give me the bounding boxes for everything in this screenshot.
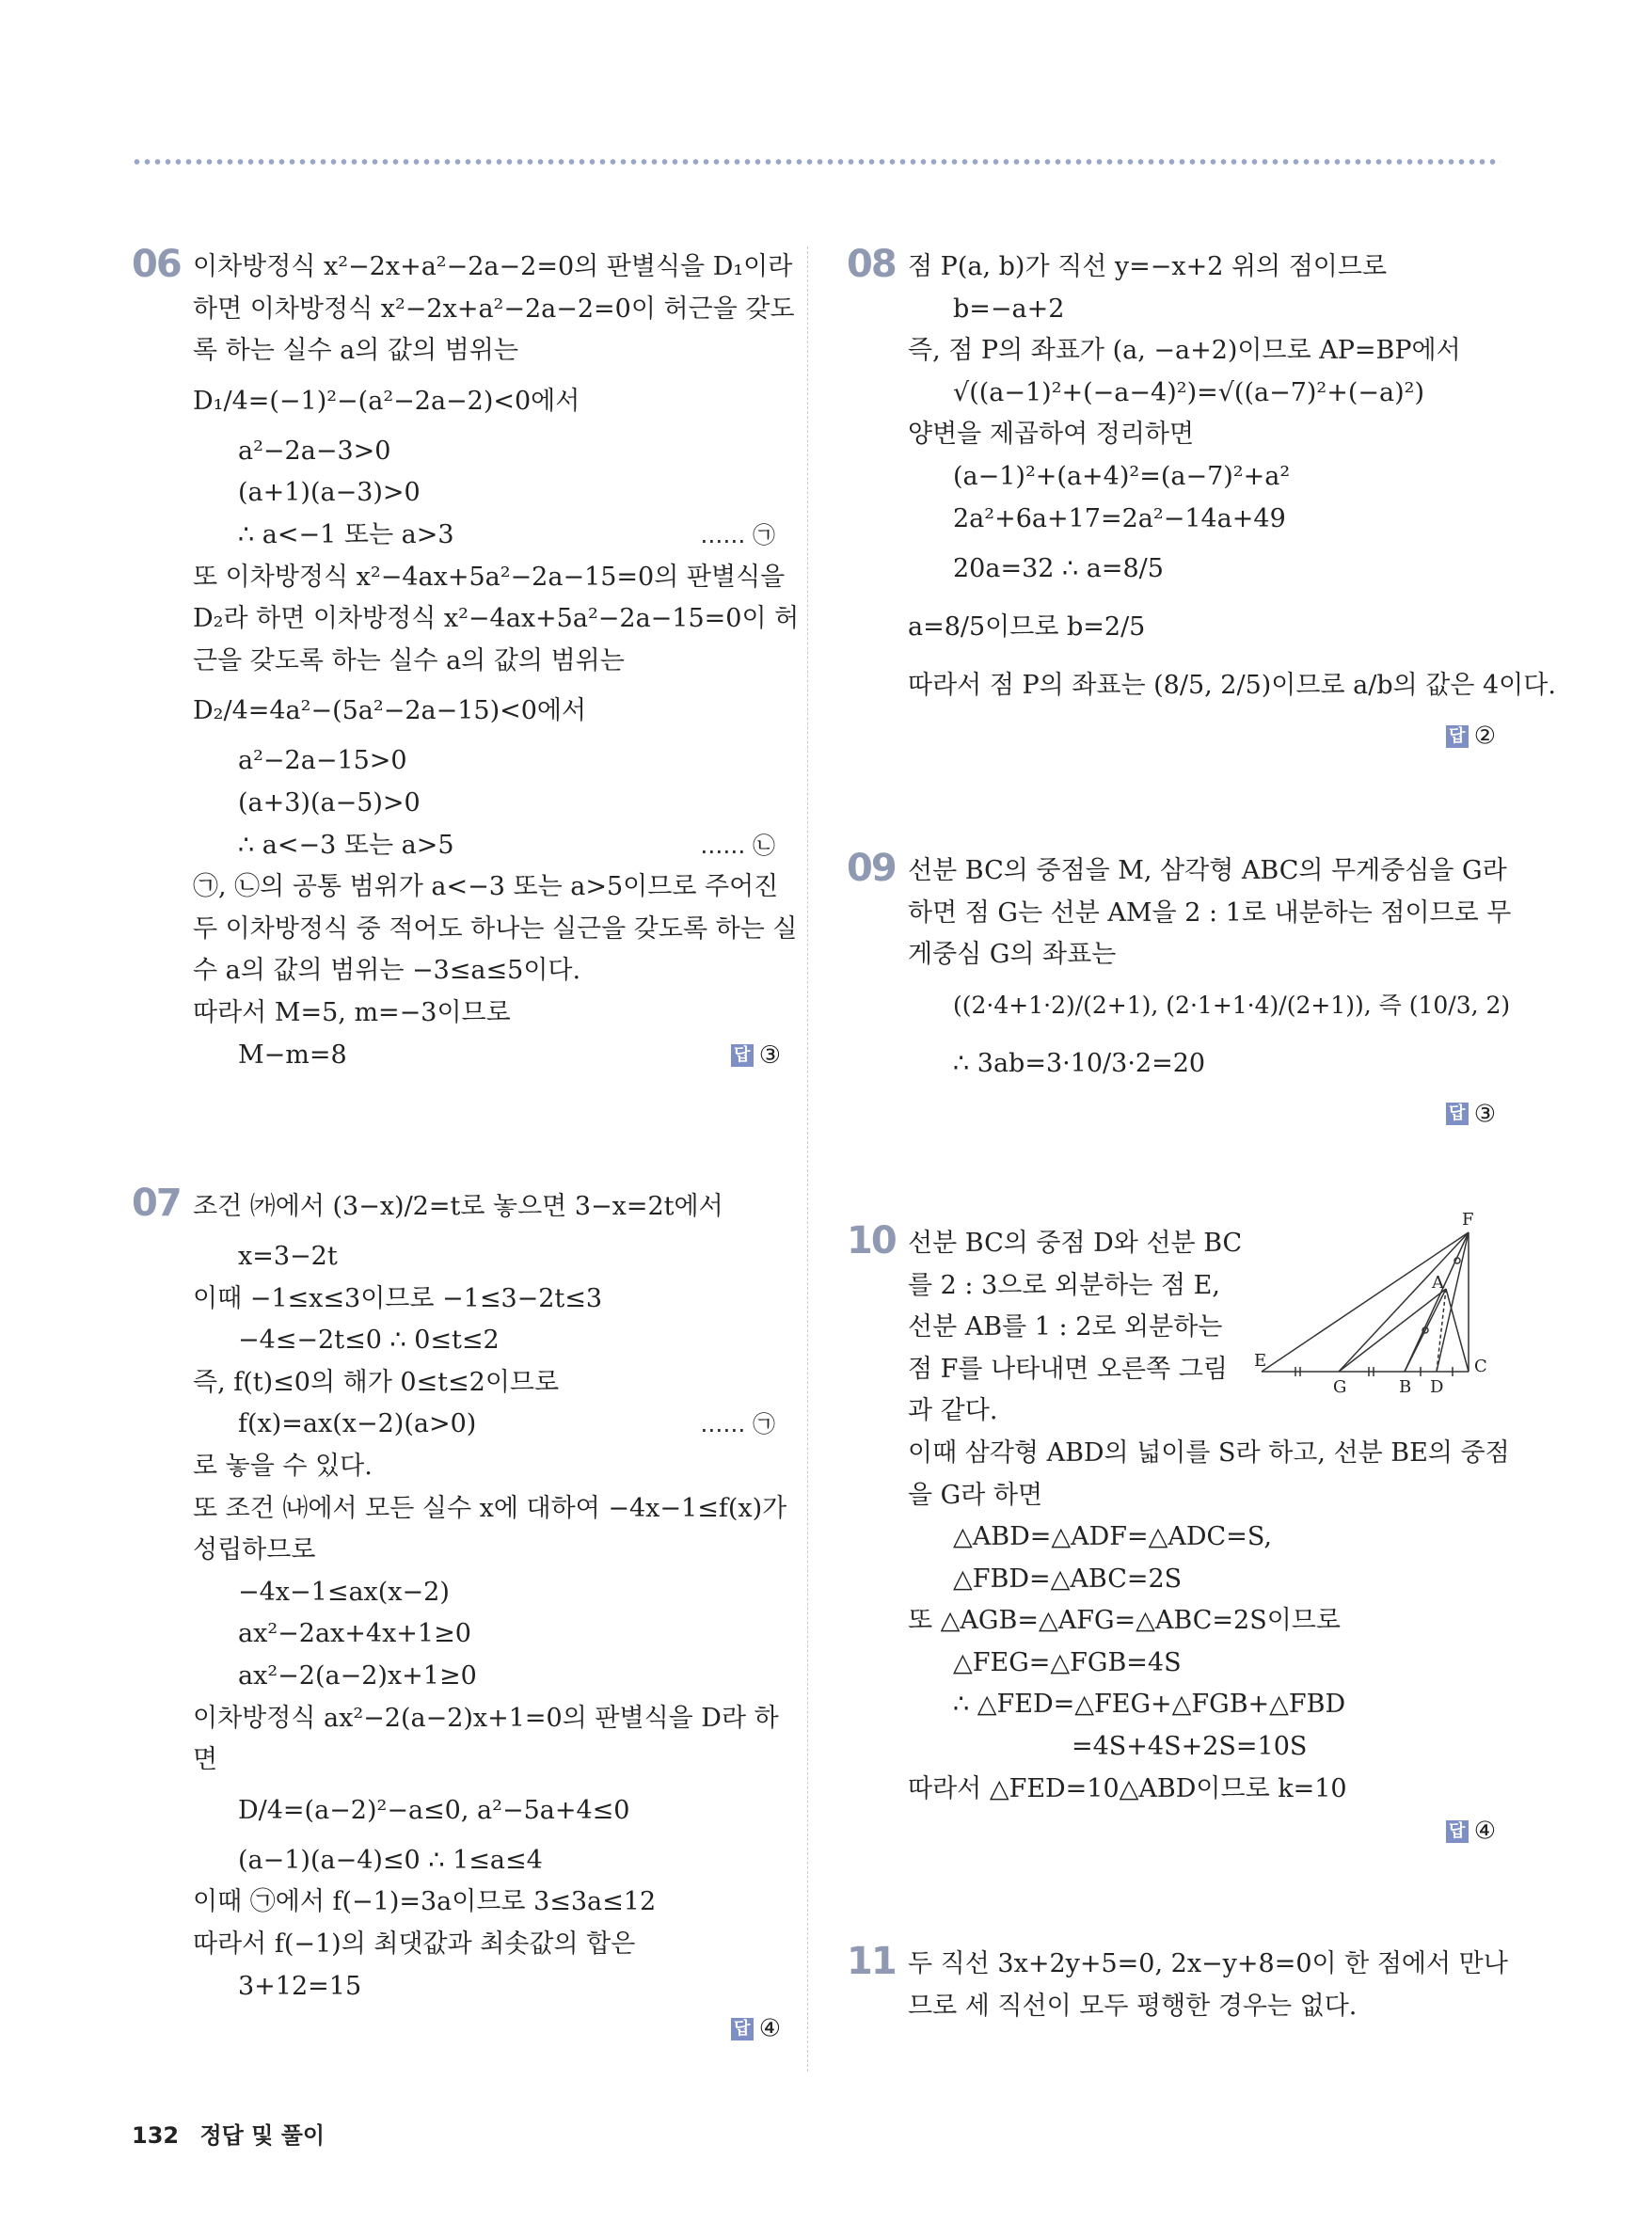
text-line: △ABD=△ADF=△ADC=S, xyxy=(953,1522,1272,1552)
top-dotted-rule xyxy=(132,158,1501,166)
column-divider xyxy=(807,246,808,2072)
text-line: 따라서 f(−1)의 최댓값과 최솟값의 합은 xyxy=(193,1929,636,1959)
answer-marker xyxy=(908,715,1496,756)
text-line: 과 같다. xyxy=(908,1396,998,1426)
line-ac xyxy=(1446,1289,1469,1372)
problem-number: 09 xyxy=(847,847,896,891)
page-number: 132 xyxy=(132,2122,180,2149)
answer-value: ④ xyxy=(758,2014,781,2043)
text-line: (a+1)(a−3)>0 xyxy=(238,478,421,508)
problem-number: 11 xyxy=(847,1940,896,1984)
text-line: 면 xyxy=(193,1745,218,1775)
text-line: 3+12=15 xyxy=(238,1971,362,2001)
text-line: ax²−2ax+4x+1≥0 xyxy=(238,1619,471,1649)
label-d: D xyxy=(1430,1376,1444,1397)
text-line: D₂라 하면 이차방정식 x²−4ax+5a²−2a−15=0이 허 xyxy=(193,604,800,634)
text-line: D₁/4=(−1)²−(a²−2a−2)<0에서 xyxy=(193,386,580,416)
text-line: 즉, f(t)≤0의 해가 0≤t≤2이므로 xyxy=(193,1367,560,1397)
equation-tag: …… ㉡ xyxy=(700,832,775,859)
text-line: 하면 점 G는 선분 AM을 2 : 1로 내분하는 점이므로 무 xyxy=(908,897,1512,928)
result-text: ∴ a<−1 또는 a>3 xyxy=(238,519,454,549)
text-line: 므로 세 직선이 모두 평행한 경우는 없다. xyxy=(908,1991,1358,2021)
answer-marker xyxy=(908,1810,1496,1851)
text-line: 이때 삼각형 ABD의 넓이를 S라 하고, 선분 BE의 중점 xyxy=(908,1437,1510,1468)
text-line: 로 놓을 수 있다. xyxy=(193,1452,373,1482)
problem-10 xyxy=(847,1209,1510,1851)
section-title: 정답 및 풀이 xyxy=(199,2122,326,2149)
problem-number: 07 xyxy=(132,1182,181,1226)
text-line: 선분 BC의 중점 D와 선분 BC xyxy=(908,1228,1243,1258)
text-line: △FEG=△FGB=4S xyxy=(953,1647,1182,1677)
text-line: 두 직선 3x+2y+5=0, 2x−y+8=0이 한 점에서 만나 xyxy=(908,1949,1508,1979)
label-e: E xyxy=(1254,1350,1267,1371)
problem-number: 10 xyxy=(847,1218,896,1262)
text-line: 즉, 점 P의 좌표가 (a, −a+2)이므로 AP=BP에서 xyxy=(908,336,1461,366)
left-column xyxy=(132,243,800,2049)
problem-09 xyxy=(847,847,1512,1135)
problem-number: 06 xyxy=(132,243,181,286)
text-line: (a−1)²+(a+4)²=(a−7)²+a² xyxy=(953,461,1291,491)
text-line: a=8/5이므로 b=2/5 xyxy=(908,612,1146,643)
text-line: 을 G라 하면 xyxy=(908,1480,1043,1510)
text-line: 또 △AGB=△AFG=△ABC=2S이므로 xyxy=(908,1606,1341,1636)
text-line: 근을 갖도록 하는 실수 a의 값의 범위는 xyxy=(193,645,625,675)
answer-marker xyxy=(731,1035,781,1077)
answer-value: ④ xyxy=(1473,1817,1496,1846)
text-line: 점 F를 나타내면 오른쪽 그림 xyxy=(908,1354,1228,1384)
text-line: 또 이차방정식 x²−4ax+5a²−2a−15=0의 판별식을 xyxy=(193,562,786,592)
text-line: (a+3)(a−5)>0 xyxy=(238,787,421,818)
text-line: x=3−2t xyxy=(238,1242,338,1272)
text-line: −4x−1≤ax(x−2) xyxy=(238,1577,450,1607)
text-line: 두 이차방정식 중 적어도 하나는 실근을 갖도록 하는 실 xyxy=(193,913,798,944)
answer-marker xyxy=(193,2008,781,2049)
text-line: 2a²+6a+17=2a²−14a+49 xyxy=(953,503,1286,533)
text-line: 조건 ㈎에서 (3−x)/2=t로 놓으면 3−x=2t에서 xyxy=(193,1192,723,1222)
text-line: =4S+4S+2S=10S xyxy=(1072,1732,1308,1762)
answer-marker xyxy=(908,1093,1496,1135)
text-line: 따라서 점 P의 좌표는 (8/5, 2/5)이므로 a/b의 값은 4이다. xyxy=(908,671,1556,701)
equation-tag: …… ㉠ xyxy=(700,1411,775,1438)
text-line: ㉠, ㉡의 공통 범위가 a<−3 또는 a>5이므로 주어진 xyxy=(193,872,779,902)
line-ga xyxy=(1339,1289,1446,1372)
text-line: 수 a의 값의 범위는 −3≤a≤5이다. xyxy=(193,956,581,986)
text-line xyxy=(193,1404,781,1446)
triangle-figure xyxy=(1254,1210,1496,1398)
equation-tag: …… ㉠ xyxy=(700,521,775,548)
text-line: 이때 −1≤x≤3이므로 −1≤3−2t≤3 xyxy=(193,1283,603,1313)
result-text: f(x)=ax(x−2)(a>0) xyxy=(238,1409,477,1439)
text-line xyxy=(193,515,781,557)
text-line: 이차방정식 ax²−2(a−2)x+1=0의 판별식을 D라 하 xyxy=(193,1703,779,1733)
text-line: 선분 BC의 중점을 M, 삼각형 ABC의 무게중심을 G라 xyxy=(908,856,1507,886)
answer-label: 답 xyxy=(1446,1103,1469,1125)
answer-value: ② xyxy=(1473,722,1496,751)
page-footer xyxy=(132,2117,325,2150)
result-text: M−m=8 xyxy=(238,1040,347,1070)
answer-label: 답 xyxy=(1446,725,1469,748)
answer-value: ③ xyxy=(1473,1100,1496,1129)
text-line: 게중심 G의 좌표는 xyxy=(908,940,1117,970)
text-line: △FBD=△ABC=2S xyxy=(953,1564,1183,1594)
text-line: 양변을 제곱하여 정리하면 xyxy=(908,420,1195,450)
text-line: 따라서 △FED=10△ABD이므로 k=10 xyxy=(908,1773,1347,1803)
text-line: 하면 이차방정식 x²−2x+a²−2a−2=0이 허근을 갖도 xyxy=(193,294,795,324)
text-line: a²−2a−3>0 xyxy=(238,436,391,466)
text-line: 이때 ㉠에서 f(−1)=3a이므로 3≤3a≤12 xyxy=(193,1887,657,1917)
problem-08 xyxy=(847,243,1556,756)
text-line: ∴ △FED=△FEG+△FGB+△FBD xyxy=(953,1690,1346,1720)
problem-11 xyxy=(847,1940,1508,2027)
text-line: ((2·4+1·2)/(2+1), (2·1+1·4)/(2+1)), 즉 (10/3, 2) xyxy=(953,991,1511,1019)
text-line: b=−a+2 xyxy=(953,294,1065,324)
result-text: ∴ a<−3 또는 a>5 xyxy=(238,830,454,860)
text-line: ax²−2(a−2)x+1≥0 xyxy=(238,1661,477,1691)
text-line: 따라서 M=5, m=−3이므로 xyxy=(193,997,511,1027)
answer-value: ③ xyxy=(758,1040,781,1070)
problem-07 xyxy=(132,1178,787,2049)
text-line: 선분 AB를 1 : 2로 외분하는 xyxy=(908,1312,1223,1342)
label-b: B xyxy=(1399,1376,1412,1397)
text-line: 를 2 : 3으로 외분하는 점 E, xyxy=(908,1270,1220,1300)
text-line: 록 하는 실수 a의 값의 범위는 xyxy=(193,336,518,366)
label-c: C xyxy=(1474,1356,1487,1376)
text-line: 또 조건 ㈏에서 모든 실수 x에 대하여 −4x−1≤f(x)가 xyxy=(193,1493,787,1523)
text-line: ∴ 3ab=3·10/3·2=20 xyxy=(953,1048,1206,1078)
text-line xyxy=(193,1035,781,1077)
text-line xyxy=(193,825,781,867)
problem-06 xyxy=(132,243,800,1076)
text-line: D₂/4=4a²−(5a²−2a−15)<0에서 xyxy=(193,696,587,726)
text-line: −4≤−2t≤0 ∴ 0≤t≤2 xyxy=(238,1326,500,1356)
text-line: 점 P(a, b)가 직선 y=−x+2 위의 점이므로 xyxy=(908,252,1388,281)
text-line: a²−2a−15>0 xyxy=(238,746,407,776)
problem-number: 08 xyxy=(847,243,896,286)
answer-label: 답 xyxy=(1446,1820,1469,1843)
text-line: 20a=32 ∴ a=8/5 xyxy=(953,554,1164,584)
answer-label: 답 xyxy=(731,2018,754,2040)
text-line: 이차방정식 x²−2x+a²−2a−2=0의 판별식을 D₁이라 xyxy=(193,252,793,281)
label-g: G xyxy=(1333,1376,1347,1397)
text-line: √((a−1)²+(−a−4)²)=√((a−7)²+(−a)²) xyxy=(953,377,1425,407)
label-a: A xyxy=(1432,1272,1444,1293)
text-line: (a−1)(a−4)≤0 ∴ 1≤a≤4 xyxy=(238,1845,543,1875)
text-line: D/4=(a−2)²−a≤0, a²−5a+4≤0 xyxy=(238,1795,630,1825)
line-ad xyxy=(1437,1289,1446,1372)
text-line: 성립하므로 xyxy=(193,1535,316,1565)
right-column xyxy=(847,243,1556,2027)
label-f: F xyxy=(1462,1209,1474,1230)
line-fd xyxy=(1437,1232,1469,1372)
answer-label: 답 xyxy=(731,1044,754,1067)
